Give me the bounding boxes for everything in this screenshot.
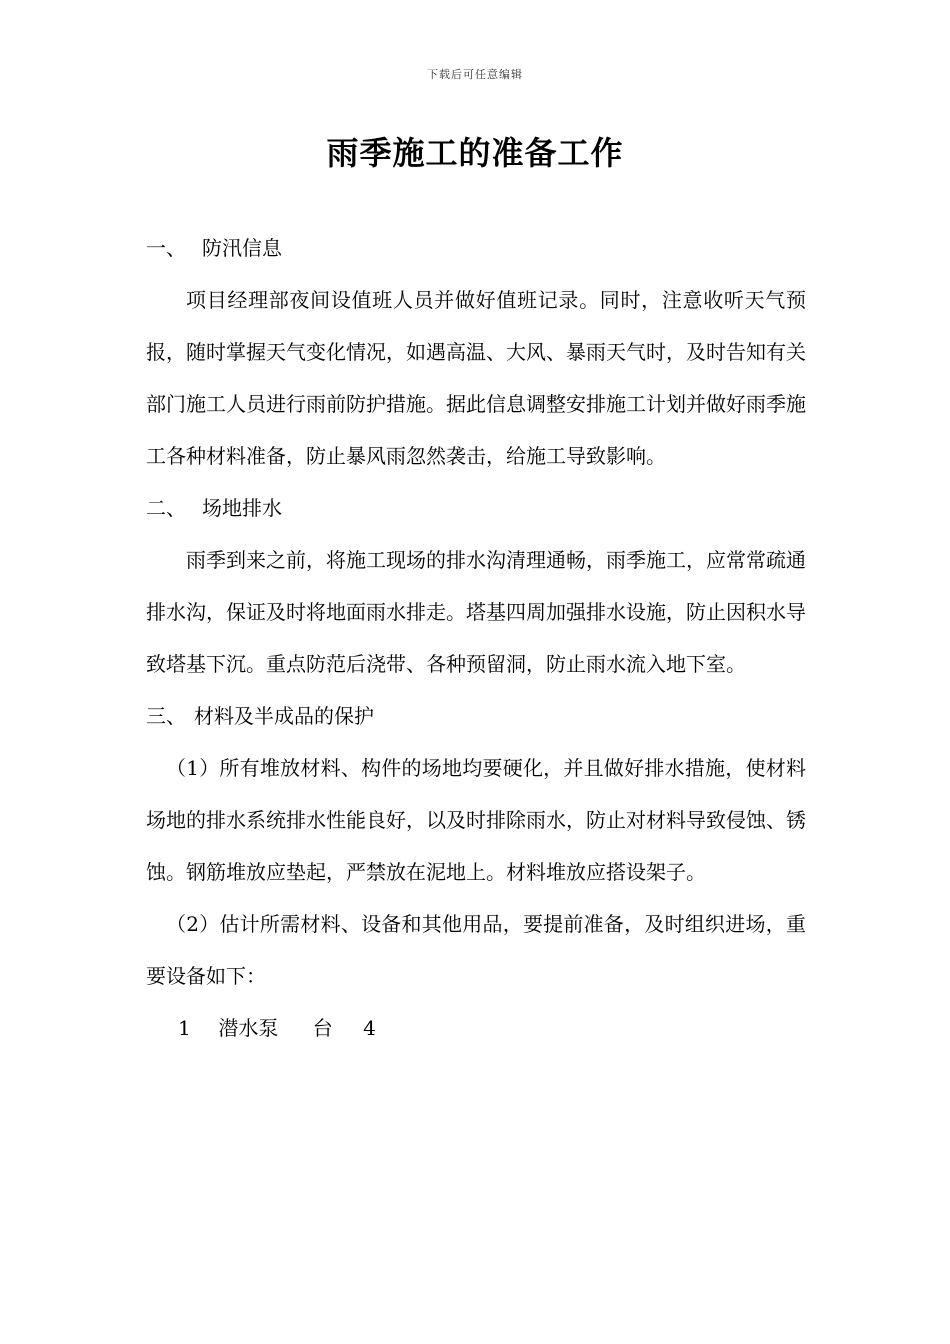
header-note: 下载后可任意编辑 [427,68,523,81]
equipment-unit: 台 [312,1016,333,1040]
equipment-row [146,1002,806,1054]
paragraph-site-drainage: 雨季到来之前，将施工现场的排水沟清理通畅，雨季施工，应常常疏通排水沟，保证及时将地面雨水排走。塔基四周加强排水设施，防止因积水导致塔基下沉。重点防范后浇带、各种预留洞，防止雨水流入地下室。 [146,548,806,676]
document-body [146,222,806,1054]
section-heading-site-drainage [146,482,806,534]
equipment-quantity: 4 [363,1016,376,1040]
section-number: 二、 [146,496,186,520]
equipment-name: 潜水泵 [218,1016,279,1040]
paragraph-material-item-2: （2）估计所需材料、设备和其他用品，要提前准备，及时组织进场，重要设备如下： [146,912,806,988]
equipment-number: 1 [178,1016,191,1040]
section-number: 三、 [146,704,186,728]
section-title: 材料及半成品的保护 [194,704,374,728]
section-heading-flood-info [146,222,806,274]
document-title: 雨季施工的准备工作 [326,134,624,172]
paragraph-flood-info: 项目经理部夜间设值班人员并做好值班记录。同时，注意收听天气预报，随时掌握天气变化情况，如遇高温、大风、暴雨天气时，及时告知有关部门施工人员进行雨前防护措施。据此信息调整安排施工计划并做好雨季施工各种材料准备，防止暴风雨忽然袭击，给施工导致影响。 [146,288,806,468]
paragraph-material-item-1: （1）所有堆放材料、构件的场地均要硬化，并且做好排水措施，使材料场地的排水系统排水性能良好，以及时排除雨水，防止对材料导致侵蚀、锈蚀。钢筋堆放应垫起，严禁放在泥地上。材料堆放应搭设架子。 [146,756,806,884]
section-title: 场地排水 [202,496,282,520]
section-title: 防汛信息 [202,236,282,260]
section-heading-material-protection [146,690,806,742]
section-number: 一、 [146,236,186,260]
